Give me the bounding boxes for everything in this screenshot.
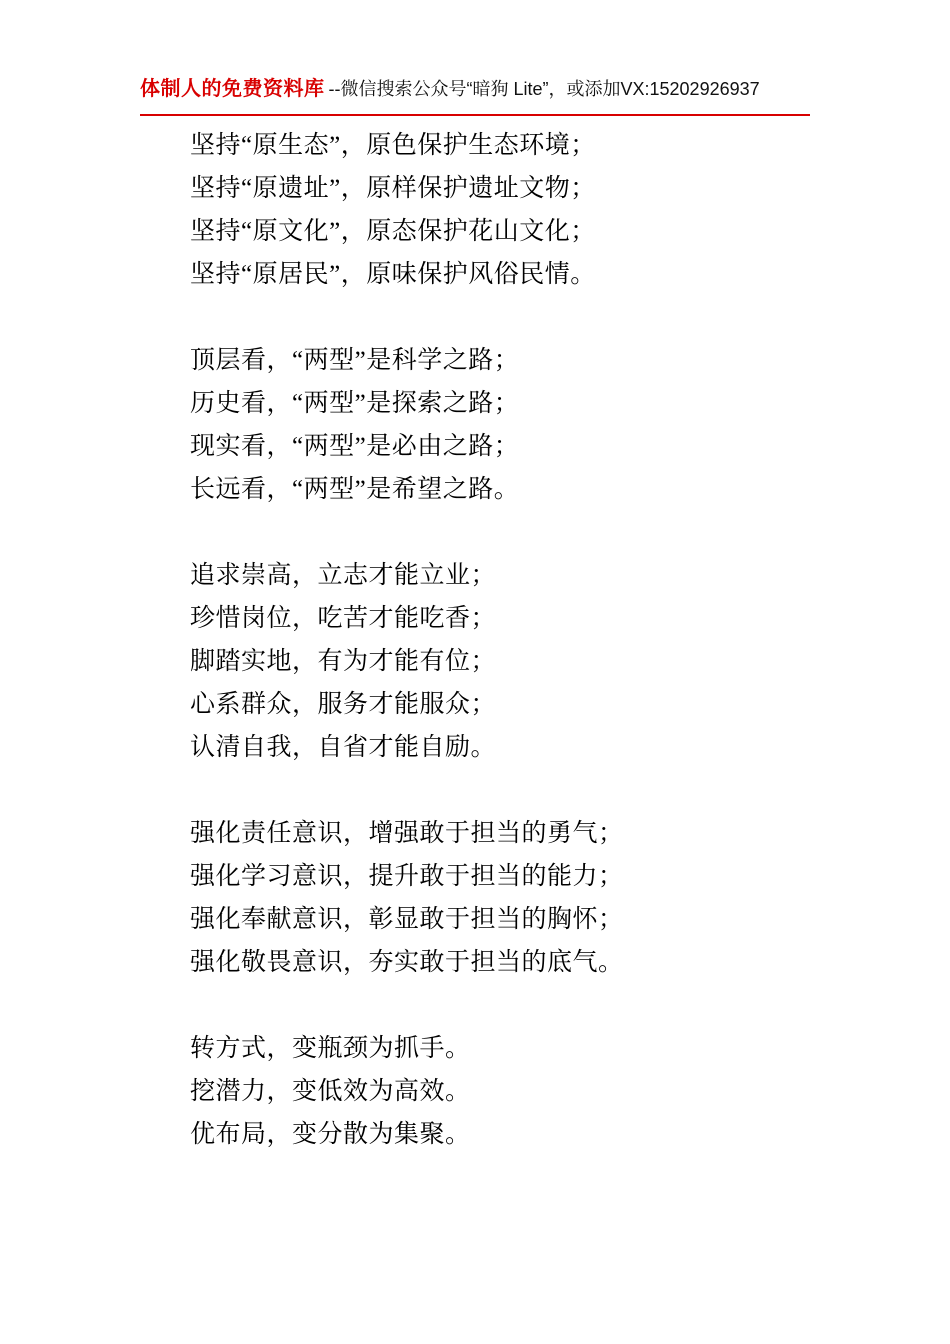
document-line: 现实看，“两型”是必由之路； bbox=[190, 433, 520, 460]
header-brand-text: 体制人的免费资料库 bbox=[140, 78, 325, 100]
document-line: 历史看，“两型”是探索之路； bbox=[190, 390, 520, 417]
document-body bbox=[0, 124, 950, 1156]
document-line: 坚持“原文化”，原态保护花山文化； bbox=[190, 218, 596, 245]
document-line: 脚踏实地，有为才能有位； bbox=[190, 648, 497, 675]
document-line: 心系群众，服务才能服众； bbox=[190, 691, 497, 718]
document-line: 珍惜岗位，吃苦才能吃香； bbox=[190, 605, 497, 632]
document-line: 挖潜力，变低效为高效。 bbox=[190, 1078, 471, 1105]
document-line: 坚持“原生态”，原色保护生态环境； bbox=[190, 132, 596, 159]
document-line: 长远看，“两型”是希望之路。 bbox=[190, 476, 520, 503]
document-line: 转方式，变瓶颈为抓手。 bbox=[190, 1035, 471, 1062]
document-line: 优布局，变分散为集聚。 bbox=[190, 1121, 471, 1148]
document-line: 强化敬畏意识，夯实敢于担当的底气。 bbox=[190, 949, 624, 976]
document-line: 顶层看，“两型”是科学之路； bbox=[190, 347, 520, 374]
page-header bbox=[0, 72, 950, 101]
document-line: 坚持“原遗址”，原样保护遗址文物； bbox=[190, 175, 596, 202]
document-line: 认清自我，自省才能自励。 bbox=[190, 734, 497, 761]
document-blank-line bbox=[190, 511, 800, 554]
document-line: 坚持“原居民”，原味保护风俗民情。 bbox=[190, 261, 596, 288]
document-line: 强化奉献意识，彰显敢于担当的胸怀； bbox=[190, 906, 624, 933]
header-divider bbox=[140, 114, 810, 116]
document-blank-line bbox=[190, 296, 800, 339]
document-line: 追求崇高，立志才能立业； bbox=[190, 562, 497, 589]
document-line: 强化责任意识，增强敢于担当的勇气； bbox=[190, 820, 624, 847]
document-line: 强化学习意识，提升敢于担当的能力； bbox=[190, 863, 624, 890]
header-contact-text: --微信搜索公众号“暗狗 Lite”，或添加VX:15202926937 bbox=[328, 79, 760, 99]
document-blank-line bbox=[190, 984, 800, 1027]
document-blank-line bbox=[190, 769, 800, 812]
